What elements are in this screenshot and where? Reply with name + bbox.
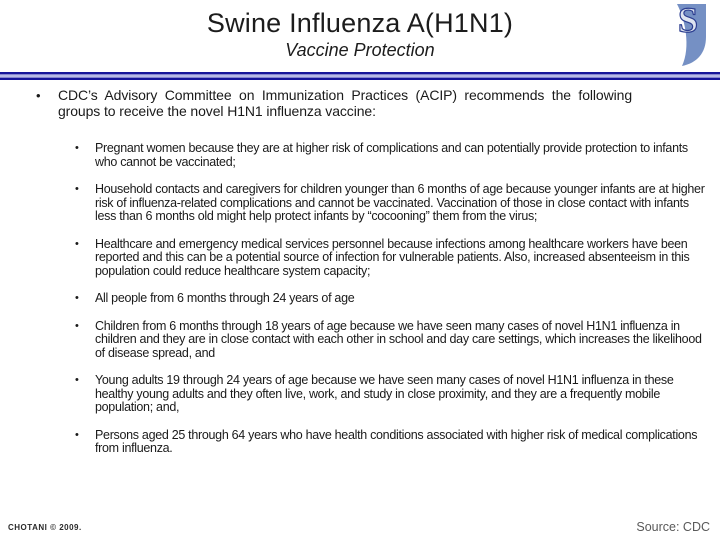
bullet-text: Healthcare and emergency medical services personnel because infections among healthcare workers have been reported and this can be a potential source of infection for vulnerable patients. Also, increased absenteeism in this population could reduce healthcare system capacity;: [95, 236, 690, 278]
bullet-text: All people from 6 months through 24 years of age: [95, 291, 355, 305]
sail-logo-icon: [665, 3, 707, 67]
bullet-item: [75, 183, 707, 224]
main-bullet-text: CDC’s Advisory Committee on Immunization Practices (ACIP) recommends the following groups to receive the novel H1N1 influenza vaccine:: [58, 87, 632, 119]
sub-bullet-list: [75, 142, 707, 456]
separator-band: [0, 72, 720, 80]
slide-title: Swine Influenza A(H1N1): [206, 8, 514, 38]
bullet-item: [75, 320, 707, 361]
bullet-item: [75, 238, 707, 279]
bullet-text: Household contacts and caregivers for children younger than 6 months of age because younger infants are at higher risk of influenza-related complications and cannot be vaccinated. Vaccination of those in close contact with infants less than 6 months old might help protect infants by “cocooning” them from the virus;: [95, 182, 705, 223]
bullet-item: [75, 142, 707, 169]
slide-body: [36, 88, 707, 470]
bullet-text: Persons aged 25 through 64 years who have health conditions associated with higher risk of medical complications from influenza.: [95, 427, 698, 455]
bullet-icon: •: [75, 183, 79, 195]
bullet-item: [75, 374, 707, 415]
copyright-text: CHOTANI © 2009.: [8, 523, 82, 532]
main-bullet-item: [36, 88, 707, 119]
bullet-text: Children from 6 months through 18 years of age because we have seen many cases of novel H1N1 influenza in children and they are in close contact with each other in school and day care settings, which increases the likelihood of disease spread, and: [95, 318, 702, 360]
bullet-icon: •: [75, 374, 79, 386]
bullet-icon: •: [75, 142, 79, 154]
bullet-text: Pregnant women because they are at higher risk of complications and can potentially provide protection to infants who cannot be vaccinated;: [95, 141, 688, 169]
bullet-icon: •: [75, 319, 79, 332]
bullet-icon: •: [36, 88, 41, 103]
bullet-item: [75, 292, 707, 306]
bullet-icon: •: [75, 428, 79, 441]
bullet-icon: •: [75, 237, 79, 250]
slide-header: [0, 0, 720, 61]
bullet-item: [75, 429, 707, 456]
bullet-text: Young adults 19 through 24 years of age because we have seen many cases of novel H1N1 influenza in these healthy young adults and they often live, work, and study in close proximity, and they are a frequently mobile population; and,: [95, 373, 674, 414]
logo-letter: S: [678, 3, 699, 40]
slide-subtitle: Vaccine Protection: [285, 40, 435, 60]
bullet-icon: •: [75, 292, 79, 304]
source-text: Source: CDC: [636, 520, 710, 534]
